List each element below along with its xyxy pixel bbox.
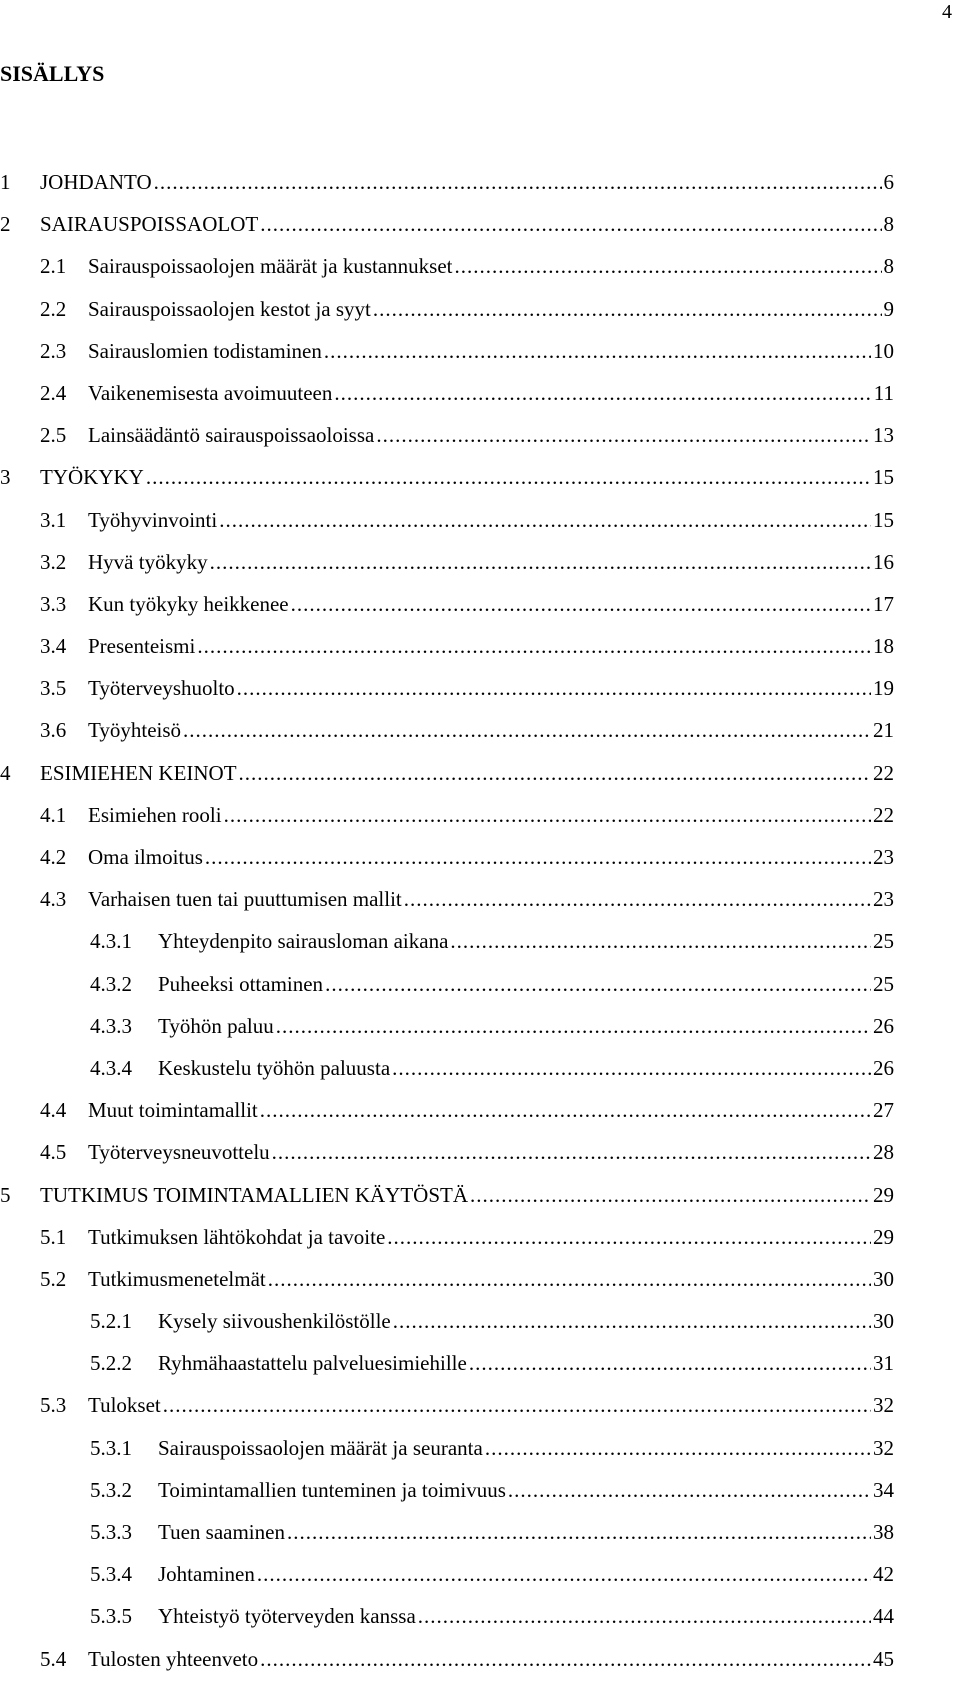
toc-entry-number: 5.3.5: [90, 1604, 132, 1629]
toc-entry-page: 25: [873, 971, 894, 996]
toc-entry-number: 5.3.4: [90, 1562, 132, 1587]
toc-entry-label: ESIMIEHEN KEINOT: [40, 760, 237, 785]
toc-entry-label: Vaikenemisesta avoimuuteen: [88, 380, 333, 405]
toc-entry-label: Tutkimuksen lähtökohdat ja tavoite: [88, 1224, 386, 1249]
toc-entry[interactable]: [0, 1562, 894, 1604]
toc-dot-leader: [163, 1393, 871, 1418]
toc-entry[interactable]: [0, 634, 894, 676]
toc-entry[interactable]: [0, 972, 894, 1014]
toc-entry[interactable]: [0, 676, 894, 718]
toc-entry-label: Muut toimintamallit: [88, 1098, 258, 1123]
toc-dot-leader: [387, 1225, 871, 1250]
toc-entry-page: 42: [873, 1562, 894, 1587]
toc-entry-label: Johtaminen: [158, 1562, 255, 1587]
toc-entry-page: 38: [873, 1520, 894, 1544]
toc-entry-label: Oma ilmoitus: [88, 845, 203, 869]
toc-entry[interactable]: [0, 508, 894, 550]
toc-dot-leader: [237, 676, 871, 701]
toc-entry-label: Kysely siivoushenkilöstölle: [158, 1309, 391, 1334]
toc-entry[interactable]: [0, 718, 894, 760]
toc-title: SISÄLLYS: [0, 61, 105, 86]
toc-entry-number: 2.5: [40, 423, 67, 448]
page-number: 4: [942, 1, 952, 23]
toc-entry[interactable]: [0, 339, 894, 381]
toc-dot-leader: [404, 887, 871, 912]
toc-entry-page: 21: [873, 718, 894, 743]
toc-dot-leader: [260, 1098, 871, 1123]
toc-entry-number: 4.4: [40, 1098, 67, 1123]
toc-dot-leader: [154, 170, 882, 195]
toc-entry[interactable]: [0, 423, 894, 465]
toc-entry-page: 6: [883, 170, 894, 194]
toc-entry-number: 5: [0, 1182, 11, 1207]
toc-entry[interactable]: [0, 592, 894, 634]
toc-entry-label: JOHDANTO: [40, 170, 152, 194]
toc-dot-leader: [210, 550, 871, 575]
toc-entry-label: Tutkimusmenetelmät: [88, 1266, 266, 1291]
toc-entry-label: Työhön paluu: [158, 1013, 274, 1038]
toc-entry-page: 26: [873, 1055, 894, 1080]
toc-dot-leader: [287, 1520, 871, 1545]
toc-dot-leader: [508, 1478, 871, 1503]
toc-entry-page: 31: [873, 1351, 894, 1376]
toc-dot-leader: [469, 1351, 871, 1376]
toc-entry[interactable]: [0, 297, 894, 339]
toc-entry[interactable]: [0, 1436, 894, 1478]
toc-entry-label: Sairauspoissaolojen määrät ja kustannukset: [88, 254, 453, 279]
toc-dot-leader: [470, 1183, 871, 1208]
toc-entry-number: 4.3.1: [90, 929, 132, 954]
toc-dot-leader: [257, 1562, 871, 1587]
toc-entry-number: 4.3.3: [90, 1013, 132, 1038]
toc-dot-leader: [325, 972, 871, 997]
toc-entry[interactable]: [0, 1309, 894, 1351]
toc-entry-page: 16: [873, 549, 894, 574]
toc-entry-number: 3.6: [40, 718, 67, 743]
toc-entry-page: 8: [883, 212, 894, 237]
toc-entry-number: 3.1: [40, 507, 67, 532]
toc-entry-number: 1: [0, 170, 11, 194]
toc-entry[interactable]: [0, 1393, 894, 1435]
toc-entry[interactable]: [0, 1056, 894, 1098]
toc-entry-label: Tulosten yhteenveto: [88, 1646, 259, 1671]
toc-entry-number: 5.3: [40, 1393, 67, 1418]
toc-entry-page: 25: [873, 929, 894, 954]
table-of-contents: [0, 170, 894, 1689]
toc-entry-number: 2.3: [40, 338, 67, 363]
toc-entry[interactable]: [0, 550, 894, 592]
toc-entry[interactable]: [0, 212, 894, 254]
toc-entry-number: 2.1: [40, 254, 67, 279]
toc-dot-leader: [239, 761, 871, 786]
toc-entry[interactable]: [0, 761, 894, 803]
toc-entry-page: 30: [873, 1266, 894, 1291]
toc-entry-label: Sairauspoissaolojen kestot ja syyt: [88, 296, 371, 321]
toc-entry-number: 2.2: [40, 296, 67, 321]
toc-entry[interactable]: [0, 465, 894, 507]
toc-entry-number: 4.5: [40, 1140, 67, 1165]
toc-entry-page: 18: [873, 634, 894, 659]
toc-entry-label: Työterveysneuvottelu: [88, 1140, 270, 1165]
toc-entry-number: 4: [0, 760, 11, 785]
toc-dot-leader: [197, 634, 871, 659]
toc-entry-page: 32: [873, 1393, 894, 1418]
toc-entry[interactable]: [0, 1098, 894, 1140]
toc-entry-page: 44: [873, 1604, 894, 1629]
toc-entry-label: Varhaisen tuen tai puuttumisen mallit: [88, 887, 402, 912]
toc-entry-number: 3: [0, 465, 11, 490]
toc-entry-number: 4.3: [40, 887, 67, 912]
toc-dot-leader: [334, 381, 871, 406]
toc-entry-number: 4.3.4: [90, 1055, 132, 1080]
toc-entry[interactable]: [0, 1351, 894, 1393]
toc-entry[interactable]: [0, 170, 894, 212]
toc-entry-label: Sairauslomien todistaminen: [88, 338, 322, 363]
toc-entry-label: Yhteistyö työterveyden kanssa: [158, 1604, 416, 1629]
toc-entry-page: 28: [873, 1140, 894, 1165]
toc-dot-leader: [455, 254, 882, 279]
toc-dot-leader: [183, 718, 871, 743]
toc-entry[interactable]: [0, 1478, 894, 1520]
toc-entry[interactable]: [0, 1604, 894, 1646]
toc-entry-label: Kun työkyky heikkenee: [88, 591, 289, 616]
toc-entry-number: 5.2.1: [90, 1309, 132, 1334]
toc-entry-label: Sairauspoissaolojen määrät ja seuranta: [158, 1435, 483, 1460]
toc-entry-label: Ryhmähaastattelu palveluesimiehille: [158, 1351, 467, 1376]
toc-entry[interactable]: [0, 929, 894, 971]
toc-entry-label: Hyvä työkyky: [88, 549, 208, 574]
toc-entry-number: 4.2: [40, 845, 67, 869]
toc-entry-page: 26: [873, 1013, 894, 1038]
toc-entry-number: 5.2.2: [90, 1351, 132, 1376]
toc-entry-page: 34: [873, 1477, 894, 1502]
toc-dot-leader: [268, 1267, 871, 1292]
toc-entry-number: 5.4: [40, 1646, 67, 1671]
toc-dot-leader: [376, 423, 871, 448]
toc-entry-page: 23: [873, 887, 894, 912]
toc-entry-page: 23: [873, 845, 894, 869]
toc-dot-leader: [418, 1604, 871, 1629]
toc-entry-label: Työhyvinvointi: [88, 507, 218, 532]
toc-entry-label: Puheeksi ottaminen: [158, 971, 324, 996]
toc-entry-page: 27: [873, 1098, 894, 1123]
toc-entry-number: 3.2: [40, 549, 67, 574]
toc-entry-page: 9: [883, 296, 894, 321]
toc-dot-leader: [291, 592, 871, 617]
toc-dot-leader: [146, 465, 871, 490]
toc-entry-number: 3.4: [40, 634, 67, 659]
toc-entry-page: 19: [873, 676, 894, 701]
toc-dot-leader: [485, 1436, 871, 1461]
toc-entry[interactable]: [0, 803, 894, 845]
toc-entry-number: 5.3.1: [90, 1435, 132, 1460]
toc-entry-label: Työterveyshuolto: [88, 676, 235, 701]
toc-entry[interactable]: [0, 1183, 894, 1225]
toc-entry-page: 13: [873, 423, 894, 448]
toc-entry[interactable]: [0, 845, 894, 887]
toc-entry[interactable]: [0, 1520, 894, 1562]
toc-entry-label: SAIRAUSPOISSAOLOT: [40, 212, 259, 237]
toc-dot-leader: [276, 1014, 871, 1039]
toc-entry[interactable]: [0, 887, 894, 929]
toc-entry-label: TYÖKYKY: [40, 465, 144, 490]
toc-entry[interactable]: [0, 1647, 894, 1689]
toc-dot-leader: [260, 1647, 871, 1672]
toc-entry[interactable]: [0, 1225, 894, 1267]
toc-entry-label: Tulokset: [88, 1393, 161, 1418]
toc-entry-page: 29: [873, 1224, 894, 1249]
toc-entry-page: 8: [883, 254, 894, 279]
toc-entry-page: 15: [873, 465, 894, 490]
toc-entry-page: 15: [873, 507, 894, 532]
toc-entry[interactable]: [0, 381, 894, 423]
toc-entry-page: 10: [873, 338, 894, 363]
toc-entry-page: 30: [873, 1309, 894, 1334]
toc-entry-label: Esimiehen rooli: [88, 802, 222, 827]
toc-dot-leader: [393, 1309, 871, 1334]
toc-entry[interactable]: [0, 1014, 894, 1056]
toc-dot-leader: [272, 1140, 871, 1165]
toc-entry-label: TUTKIMUS TOIMINTAMALLIEN KÄYTÖSTÄ: [40, 1182, 469, 1207]
toc-entry-page: 11: [873, 380, 894, 405]
toc-entry-number: 5.1: [40, 1224, 67, 1249]
toc-dot-leader: [450, 929, 871, 954]
toc-entry-number: 4.1: [40, 802, 67, 827]
toc-entry-label: Presenteismi: [88, 634, 196, 659]
toc-entry-label: Tuen saaminen: [158, 1520, 285, 1544]
toc-entry[interactable]: [0, 254, 894, 296]
toc-entry-number: 5.3.3: [90, 1520, 132, 1544]
toc-dot-leader: [224, 803, 871, 828]
toc-entry-number: 2.4: [40, 380, 67, 405]
toc-entry-number: 3.3: [40, 591, 67, 616]
toc-dot-leader: [219, 508, 871, 533]
toc-entry-number: 5.2: [40, 1266, 67, 1291]
toc-entry-page: 22: [873, 760, 894, 785]
toc-entry-number: 3.5: [40, 676, 67, 701]
toc-entry-number: 5.3.2: [90, 1477, 132, 1502]
toc-entry-page: 29: [873, 1182, 894, 1207]
toc-entry-page: 22: [873, 802, 894, 827]
toc-dot-leader: [373, 297, 882, 322]
toc-entry-label: Yhteydenpito sairausloman aikana: [158, 929, 449, 954]
toc-dot-leader: [205, 845, 871, 870]
toc-entry-page: 32: [873, 1435, 894, 1460]
toc-entry-number: 4.3.2: [90, 971, 132, 996]
toc-entry-label: Työyhteisö: [88, 718, 182, 743]
toc-entry-label: Keskustelu työhön paluusta: [158, 1055, 391, 1080]
toc-entry-page: 45: [873, 1646, 894, 1671]
toc-dot-leader: [324, 339, 871, 364]
toc-dot-leader: [260, 212, 881, 237]
toc-entry-label: Toimintamallien tunteminen ja toimivuus: [158, 1477, 506, 1502]
toc-dot-leader: [392, 1056, 871, 1081]
toc-entry-number: 2: [0, 212, 11, 237]
toc-entry-page: 17: [873, 591, 894, 616]
toc-entry[interactable]: [0, 1267, 894, 1309]
toc-entry-label: Lainsäädäntö sairauspoissaoloissa: [88, 423, 375, 448]
toc-entry[interactable]: [0, 1140, 894, 1182]
